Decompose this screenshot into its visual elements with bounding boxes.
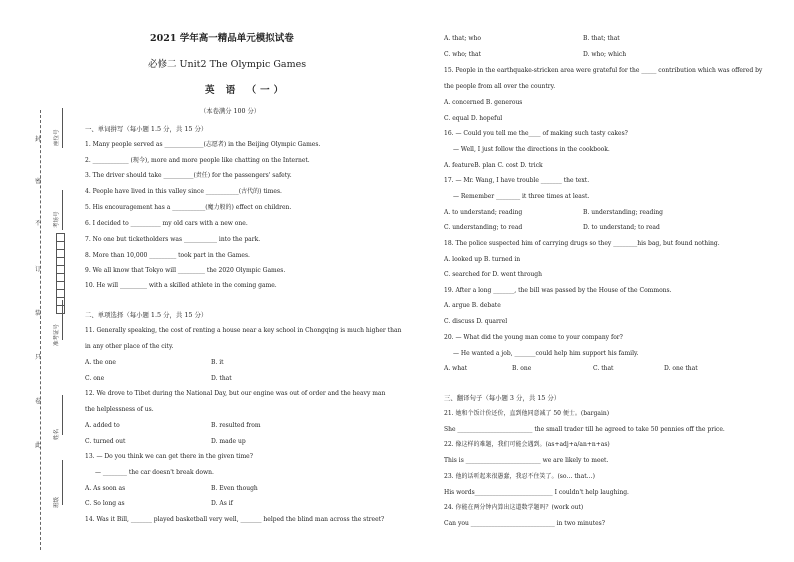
question-text: 17. — Mr. Wang, I have trouble _______ the text. [444, 177, 590, 184]
option: C. that [593, 365, 614, 372]
question-text: This is _________________________ we are likely to meet. [444, 457, 609, 464]
section-1-title: 一、单词拼写（每小题 1.5 分，共 15 分） [85, 125, 208, 133]
seal-char: 订 [35, 266, 42, 273]
question-text: 24. 你能在两分钟内算出这道数学题吗？(work out) [444, 504, 584, 511]
question-text: the helplessness of us. [85, 406, 154, 413]
question-text: 15. People in the earthquake-stricken area were grateful for the _____ contribution which was offered by [444, 67, 763, 74]
option: B. understanding; reading [583, 209, 663, 216]
option: D. that [211, 375, 232, 382]
question-item: 8. More than 10,000 _________ took part in the Games. [85, 252, 250, 259]
question-text: 19. After a long _______, the bill was passed by the House of the Commons. [444, 287, 672, 294]
section-2-title: 二、单项选择（每小题 1.5 分，共 15 分） [85, 311, 208, 319]
fill-line [62, 190, 63, 230]
question-item: 6. I decided to __________ my old cars with a new one. [85, 220, 248, 227]
question-text: 21. 她和个饭计价还价，直到他同意减了 50 便士。(bargain) [444, 410, 610, 417]
class-label: 班级 [54, 496, 60, 508]
seal-char: 密 [35, 178, 42, 185]
question-text: His words__________________________ I couldn't help laughing. [444, 489, 629, 496]
option: D. who; which [583, 51, 627, 58]
question-text: 13. — Do you think we can get there in the given time? [85, 453, 253, 460]
question-text: — Well, I just follow the directions in the cookbook. [453, 146, 610, 153]
seal-char: 装 [35, 310, 42, 317]
option: C. So long as [85, 500, 125, 507]
option: C. one [85, 375, 105, 382]
option: A. the one [85, 359, 116, 366]
option: D. one that [664, 365, 698, 372]
seal-char: 不 [35, 220, 42, 227]
question-text: in any other place of the city. [85, 343, 174, 350]
question-text: — Remember ________ it three times at least. [453, 193, 590, 200]
seal-char: 此 [35, 442, 42, 449]
admission-number-grid [56, 233, 65, 314]
fill-line [62, 395, 63, 435]
option: C. understanding; to read [444, 224, 523, 231]
option: C. turned out [85, 438, 126, 445]
subject-title: 英 语 （一） [205, 85, 288, 96]
fill-line [62, 300, 63, 340]
option: B. resulted from [211, 422, 261, 429]
option: A. featureB. plan C. cost D. trick [444, 162, 543, 169]
seal-char: 卷 [35, 398, 42, 405]
option: B. one [512, 365, 532, 372]
question-item: 9. We all know that Tokyo will _________ the 2020 Olympic Games. [85, 267, 286, 274]
option: B. that; that [583, 35, 620, 42]
question-text: — He wanted a job, _______could help him support his family. [453, 350, 639, 357]
question-item: 3. The driver should take __________(责任) for the passengers' safety. [85, 172, 292, 179]
exam-title: 2021 学年高一精品单元模拟试卷 [150, 33, 294, 44]
question-text: 14. Was it Bill, _______ played basketball very well, _______ helped the blind man across the street? [85, 516, 385, 523]
option: C. equal D. hopeful [444, 115, 503, 122]
option: B. Even though [211, 485, 258, 492]
option: A. As soon as [85, 485, 126, 492]
question-item: 1. Many people served as _____________(志愿者) in the Beijing Olympic Games. [85, 141, 321, 148]
option: A. argue B. debate [444, 302, 501, 309]
option: D. As if [211, 500, 233, 507]
question-text: She _________________________ the small trader till he agreed to take 50 pennies off the price. [444, 426, 725, 433]
question-text: — ________ the car doesn't break down. [95, 469, 214, 476]
option: C. who; that [444, 51, 481, 58]
score-note: （本卷满分 100 分） [200, 108, 261, 115]
option: A. looked up B. turned in [444, 256, 521, 263]
question-text: 20. — What did the young man come to your company for? [444, 334, 623, 341]
question-text: 16. — Could you tell me the____ of making such tasty cakes? [444, 130, 628, 137]
question-text: 23. 他的话听起来很愚蠢，我忍不住笑了。(so… that…) [444, 473, 595, 480]
option: A. what [444, 365, 468, 372]
question-text: Can you ____________________________ in two minutes? [444, 520, 605, 527]
question-text: 22. 像这样的难题，我们可能会遇到。(as+adj+a/an+n+as) [444, 441, 610, 448]
question-item: 7. No one but ticketholders was ___________ into the park. [85, 236, 261, 243]
option: A. added to [85, 422, 120, 429]
seat-number-label: 座位号 [54, 129, 60, 146]
fill-line [62, 108, 63, 148]
option: A. to understand; reading [444, 209, 523, 216]
admission-ticket-label: 准考证号 [54, 323, 60, 346]
question-text: the people from all over the country. [444, 83, 556, 90]
exam-room-label: 考场号 [54, 211, 60, 228]
seal-char: 封 [35, 136, 42, 143]
question-item: 4. People have lived in this valley since ___________(古代的) times. [85, 188, 282, 195]
option: D. to understand; to read [583, 224, 660, 231]
name-label: 姓名 [54, 428, 60, 440]
question-item: 2. ____________ (现今), more and more people like chatting on the Internet. [85, 157, 310, 164]
option: B. it [211, 359, 224, 366]
option: A. that; who [444, 35, 481, 42]
question-item: 10. He will _________ with a skilled athlete in the coming game. [85, 282, 277, 289]
fill-line [62, 460, 63, 505]
question-text: 11. Generally speaking, the cost of renting a house near a key school in Chongqing is much higher than [85, 327, 402, 334]
seal-char: 只 [35, 354, 42, 361]
question-text: 12. We drove to Tibet during the National Day, but our engine was out of order and the heavy man [85, 390, 386, 397]
option: A. concerned B. generous [444, 99, 523, 106]
option: C. searched for D. went through [444, 271, 543, 278]
question-text: 18. The police suspected him of carrying drugs so they ________his bag, but found nothing. [444, 240, 720, 247]
exam-subtitle: 必修二 Unit2 The Olympic Games [148, 59, 307, 70]
option: C. discuss D. quarrel [444, 318, 508, 325]
question-item: 5. His encouragement has a ___________(魔力般的) effect on children. [85, 204, 292, 211]
section-3-title: 三、翻译句子（每小题 3 分，共 15 分） [444, 394, 561, 402]
option: D. made up [211, 438, 246, 445]
